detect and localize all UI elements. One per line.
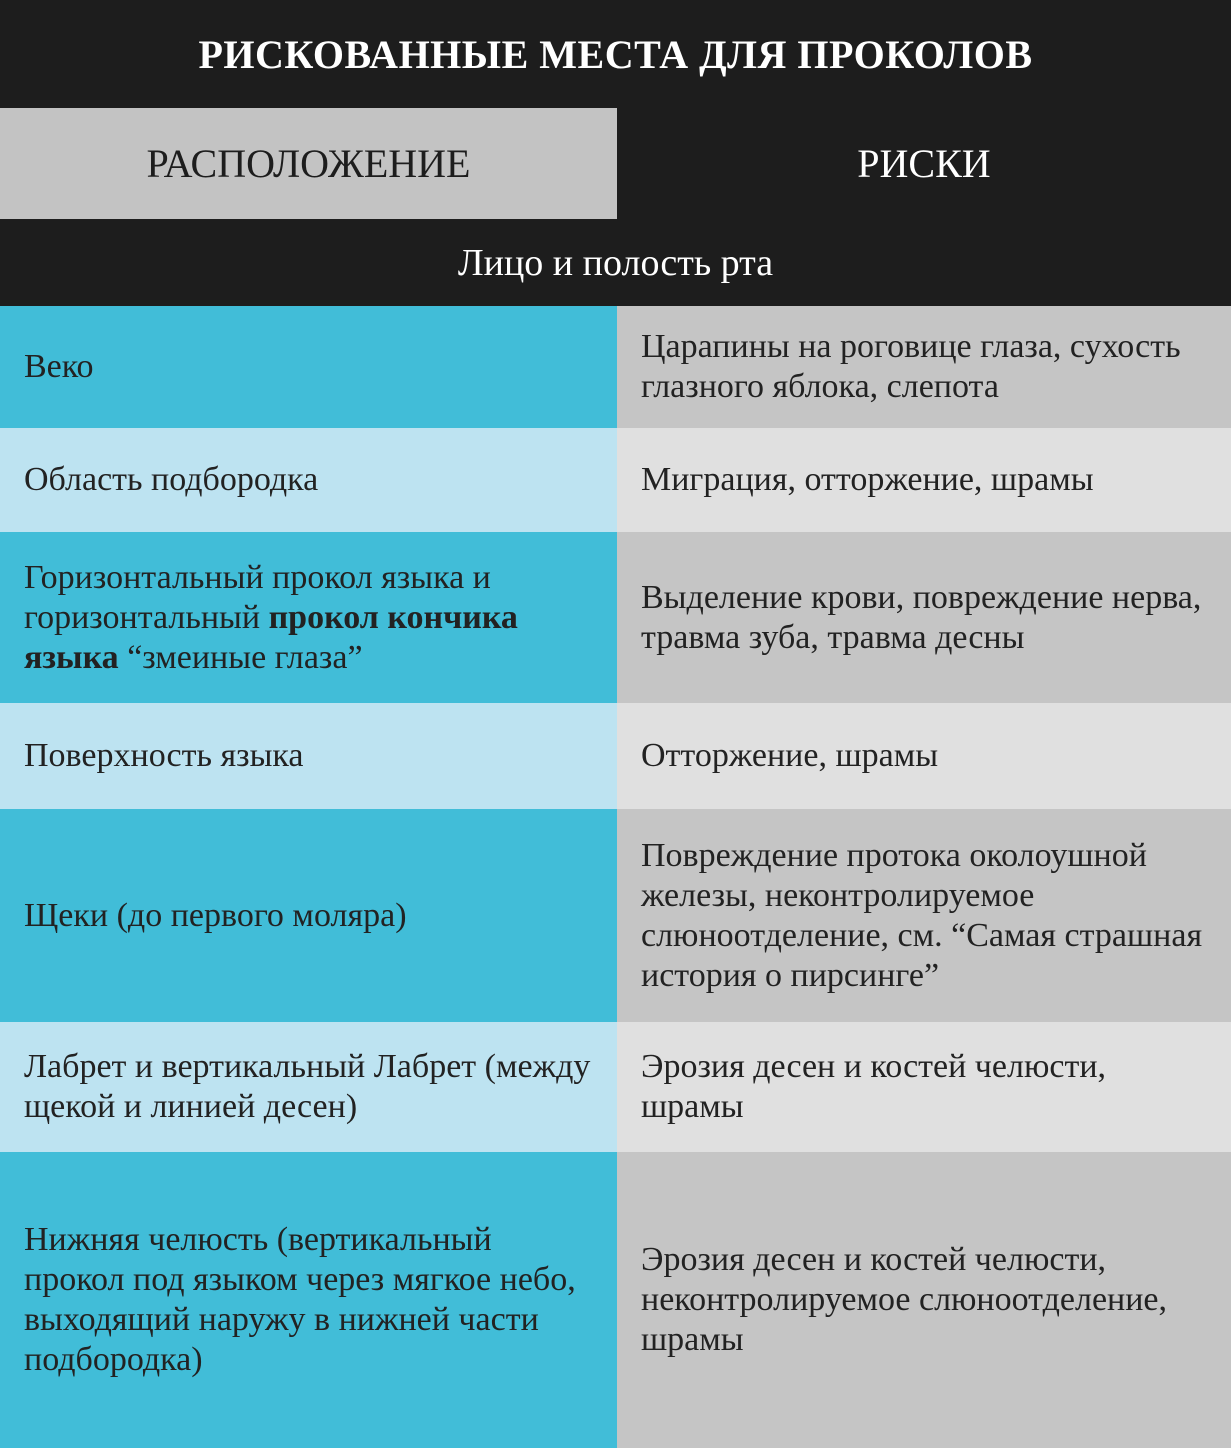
location-cell (0, 532, 617, 703)
table-row (0, 306, 1231, 428)
location-bold-text: прокол кончика языка (24, 598, 518, 676)
risks-cell: Миграция, отторжение, шрамы (617, 428, 1231, 532)
risks-cell: Отторжение, шрамы (617, 703, 1231, 809)
section-heading: Лицо и полость рта (0, 219, 1231, 306)
table-row (0, 532, 1231, 703)
location-cell: Веко (0, 306, 617, 428)
location-text-end: “змеиные глаза” (118, 638, 363, 676)
table-title: РИСКОВАННЫЕ МЕСТА ДЛЯ ПРОКОЛОВ (0, 0, 1231, 108)
risks-cell: Выделение крови, повреждение нерва, травма зуба, травма десны (617, 532, 1231, 703)
column-header-risks: РИСКИ (617, 108, 1231, 219)
location-cell: Лабрет и вертикальный Лабрет (между щекой и линией десен) (0, 1022, 617, 1152)
column-header-location: РАСПОЛОЖЕНИЕ (0, 108, 617, 219)
location-cell: Нижняя челюсть (вертикальный прокол под языком через мягкое небо, выходящий наружу в нижней части подбородка) (0, 1152, 617, 1448)
location-cell: Область подбородка (0, 428, 617, 532)
risks-cell: Повреждение протока околоушной железы, неконтролируемое слюноотделение, см. “Самая страшная история о пирсинге” (617, 809, 1231, 1022)
location-cell: Щеки (до первого моляра) (0, 809, 617, 1022)
location-text: Горизонтальный прокол языка и горизонтальный (24, 558, 491, 636)
table-row (0, 428, 1231, 532)
location-cell: Поверхность языка (0, 703, 617, 809)
table-row (0, 703, 1231, 809)
risks-cell: Эрозия десен и костей челюсти, неконтролируемое слюноотделение, шрамы (617, 1152, 1231, 1448)
table-row (0, 809, 1231, 1022)
risks-cell: Царапины на роговице глаза, сухость глазного яблока, слепота (617, 306, 1231, 428)
table-row (0, 1022, 1231, 1152)
column-header-row (0, 108, 1231, 219)
table-row (0, 1152, 1231, 1448)
risks-cell: Эрозия десен и костей челюсти, шрамы (617, 1022, 1231, 1152)
